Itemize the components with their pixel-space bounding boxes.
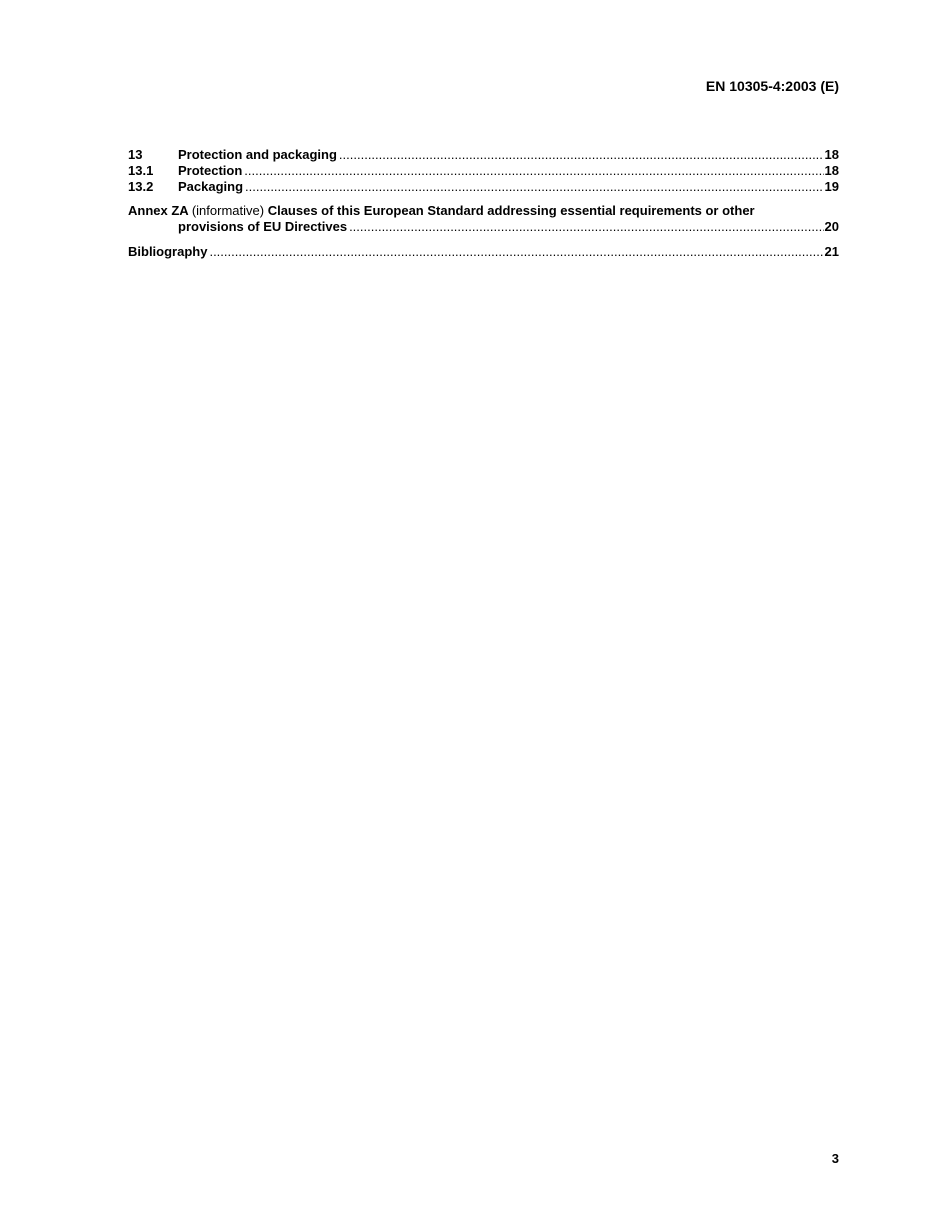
bibliography-page: 21 [824,244,839,259]
toc-leader-dots [245,179,824,195]
toc-entry[interactable] [128,163,839,179]
annex-label: Annex ZA [128,203,189,218]
toc-leader-dots [349,219,823,235]
toc-entry-title: Packaging [178,179,244,194]
toc-entry-title: Protection and packaging [178,147,337,162]
toc-entry-page: 18 [824,147,839,162]
bibliography-title: Bibliography [128,244,208,259]
document-id-header: EN 10305-4:2003 (E) [705,78,839,94]
toc-leader-dots [209,244,823,260]
toc-leader-dots [244,163,823,179]
toc-entry-page: 19 [824,179,839,194]
annex-title-line2: provisions of EU Directives [178,219,348,234]
toc-entry-number: 13.2 [128,179,154,194]
toc-bibliography-entry[interactable] [128,244,839,260]
toc-annex-entry[interactable] [128,203,839,235]
annex-title-line1: Clauses of this European Standard addressing essential requirements or other [267,203,755,218]
annex-page: 20 [824,219,839,234]
toc-entry-number: 13 [128,147,143,162]
toc-entry-title: Protection [178,163,243,178]
toc-leader-dots [339,147,824,163]
annex-type: (informative) [191,203,265,218]
table-of-contents [128,147,839,260]
page-number: 3 [831,1151,839,1166]
toc-entry-page: 18 [824,163,839,178]
toc-entry[interactable] [128,179,839,195]
toc-entry-number: 13.1 [128,163,154,178]
toc-entry[interactable] [128,147,839,163]
